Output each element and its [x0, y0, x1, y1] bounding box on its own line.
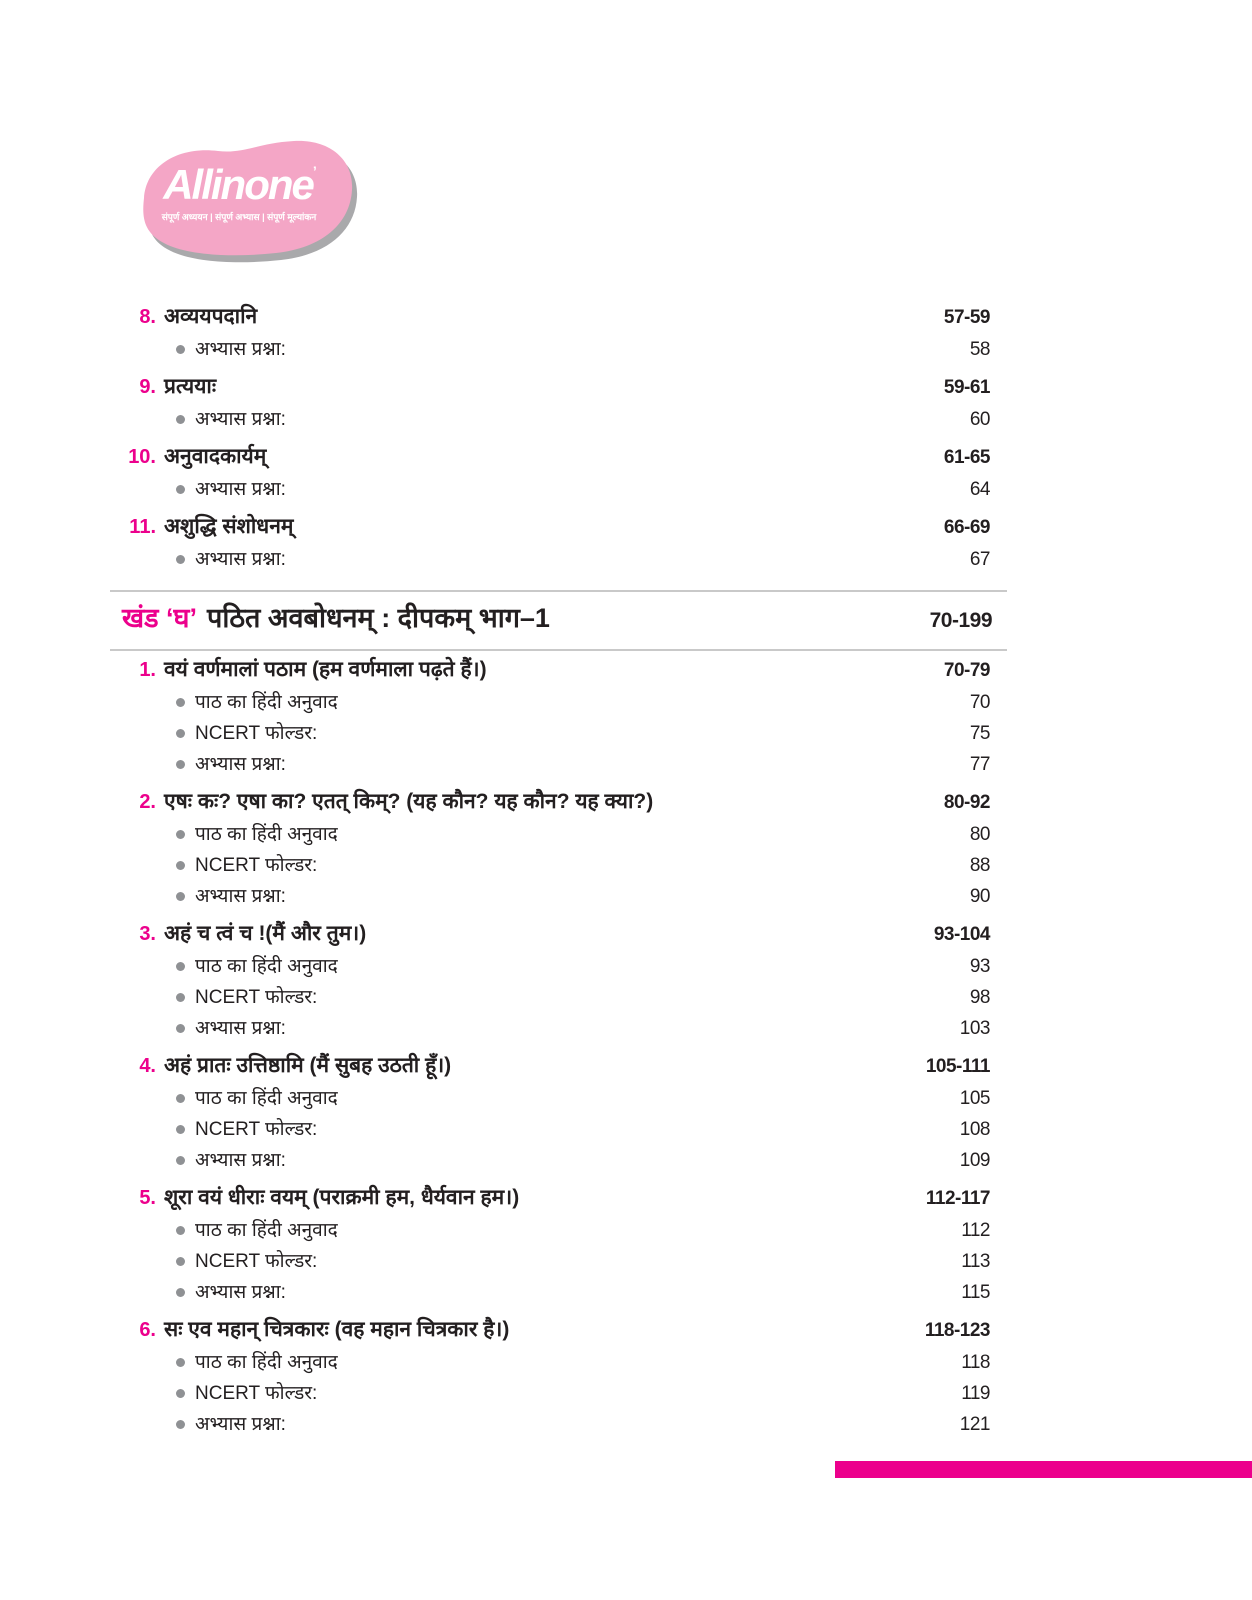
bullet-icon — [176, 993, 185, 1002]
brand-one: one — [244, 161, 313, 208]
chapter-page-range: 61-65 — [943, 447, 990, 468]
bullet-icon — [176, 760, 185, 769]
sub-item-page: 121 — [959, 1414, 990, 1435]
sub-item-page: 77 — [969, 754, 990, 775]
toc-chapter-row — [122, 440, 990, 474]
chapter-page-range: 118-123 — [924, 1320, 990, 1341]
toc-chapter — [122, 1049, 990, 1176]
toc-list-grammar — [122, 300, 990, 575]
section-header — [110, 590, 1007, 651]
toc-sub-row — [122, 1277, 990, 1308]
chapter-page-range: 70-79 — [943, 660, 990, 681]
sub-item-page: 64 — [969, 479, 990, 500]
toc-sub-row — [122, 718, 990, 749]
bullet-icon — [176, 1420, 185, 1429]
sub-item-label: अभ्यास प्रश्ना: — [195, 479, 286, 500]
sub-item-label: NCERT फोल्डर: — [195, 987, 318, 1008]
chapter-number: 5. — [139, 1187, 156, 1209]
sub-item-page: 108 — [959, 1119, 990, 1140]
sub-item-label: अभ्यास प्रश्ना: — [195, 886, 286, 907]
sub-item-label: NCERT फोल्डर: — [195, 1383, 318, 1404]
bullet-icon — [176, 1288, 185, 1297]
chapter-page-range: 93-104 — [933, 924, 990, 945]
allinone-logo — [126, 136, 362, 266]
toc-sub-row — [122, 1083, 990, 1114]
chapter-title: वयं वर्णमालां पठाम (हम वर्णमाला पढ़ते हैं।) — [164, 658, 487, 681]
toc-chapter-row — [122, 1181, 990, 1215]
sub-item-page: 75 — [969, 723, 990, 744]
toc-sub-row — [122, 1013, 990, 1044]
toc-chapter — [122, 440, 990, 505]
sub-item-page: 70 — [969, 692, 990, 713]
chapter-title: अव्ययपदानि — [164, 305, 258, 328]
footer-accent-bar — [835, 1461, 1252, 1478]
bullet-icon — [176, 345, 185, 354]
sub-item-page: 80 — [969, 824, 990, 845]
bullet-icon — [176, 698, 185, 707]
bullet-icon — [176, 830, 185, 839]
toc-sub-row — [122, 404, 990, 435]
toc-sub-row — [122, 749, 990, 780]
sub-item-page: 60 — [969, 409, 990, 430]
logo-tagline: संपूर्ण अध्ययन | संपूर्ण अभ्यास | संपूर्ण मूल्यांकन — [161, 212, 317, 222]
section-page-range: 70-199 — [929, 609, 992, 632]
chapter-title: प्रत्ययाः — [164, 375, 217, 398]
bullet-icon — [176, 415, 185, 424]
bullet-icon — [176, 962, 185, 971]
chapter-number: 9. — [139, 376, 156, 398]
sub-item-label: अभ्यास प्रश्ना: — [195, 1282, 286, 1303]
toc-sub-row — [122, 474, 990, 505]
sub-item-label: NCERT फोल्डर: — [195, 723, 318, 744]
sub-item-page: 58 — [969, 339, 990, 360]
bullet-icon — [176, 1358, 185, 1367]
toc-chapter-row — [122, 510, 990, 544]
toc-sub-row — [122, 544, 990, 575]
sub-item-page: 90 — [969, 886, 990, 907]
chapter-page-range: 57-59 — [943, 307, 990, 328]
bullet-icon — [176, 1156, 185, 1165]
sub-item-label: अभ्यास प्रश्ना: — [195, 1150, 286, 1171]
toc-chapter-row — [122, 653, 990, 687]
sub-item-label: अभ्यास प्रश्ना: — [195, 754, 286, 775]
toc-sub-row — [122, 881, 990, 912]
toc-chapter — [122, 1313, 990, 1440]
sub-item-page: 112 — [961, 1220, 990, 1241]
chapter-page-range: 112-117 — [925, 1188, 990, 1209]
toc-chapter — [122, 300, 990, 365]
chapter-number: 1. — [139, 659, 156, 681]
logo-text — [126, 161, 352, 222]
sub-item-page: 103 — [959, 1018, 990, 1039]
toc-sub-row — [122, 334, 990, 365]
chapter-number: 6. — [139, 1319, 156, 1341]
bullet-icon — [176, 729, 185, 738]
sub-item-label: अभ्यास प्रश्ना: — [195, 1018, 286, 1039]
toc-chapter — [122, 370, 990, 435]
toc-sub-row — [122, 1215, 990, 1246]
toc-chapter — [122, 917, 990, 1044]
chapter-title: सः एव महान् चित्रकारः (वह महान चित्रकार है।) — [164, 1318, 510, 1341]
toc-sub-row — [122, 1347, 990, 1378]
bullet-icon — [176, 1094, 185, 1103]
chapter-title: अनुवादकार्यम् — [164, 445, 267, 468]
section-title: पठित अवबोधनम् : दीपकम् भाग–1 — [207, 603, 550, 633]
brand-in: in — [210, 161, 245, 208]
sub-item-page: 119 — [961, 1383, 990, 1404]
bullet-icon — [176, 485, 185, 494]
toc-chapter — [122, 785, 990, 912]
sub-item-label: अभ्यास प्रश्ना: — [195, 549, 286, 570]
bullet-icon — [176, 555, 185, 564]
sub-item-page: 109 — [959, 1150, 990, 1171]
chapter-number: 3. — [139, 923, 156, 945]
chapter-page-range: 105-111 — [925, 1056, 990, 1077]
toc-sub-row — [122, 1114, 990, 1145]
toc-content — [122, 300, 990, 1445]
toc-list-chapters — [122, 653, 990, 1440]
toc-chapter — [122, 653, 990, 780]
chapter-title: शूरा वयं धीराः वयम् (पराक्रमी हम, धैर्यवान हम।) — [164, 1186, 520, 1209]
sub-item-label: पाठ का हिंदी अनुवाद — [195, 1220, 338, 1241]
sub-item-page: 105 — [959, 1088, 990, 1109]
toc-sub-row — [122, 819, 990, 850]
chapter-title: एषः कः? एषा का? एतत् किम्? (यह कौन? यह कौन? यह क्या?) — [164, 790, 654, 813]
sub-item-label: पाठ का हिंदी अनुवाद — [195, 1088, 338, 1109]
toc-chapter-row — [122, 1049, 990, 1083]
chapter-number: 4. — [139, 1055, 156, 1077]
chapter-number: 10. — [128, 446, 156, 468]
sub-item-label: पाठ का हिंदी अनुवाद — [195, 956, 338, 977]
toc-chapter-row — [122, 370, 990, 404]
sub-item-label: अभ्यास प्रश्ना: — [195, 339, 286, 360]
sub-item-label: पाठ का हिंदी अनुवाद — [195, 692, 338, 713]
toc-chapter-row — [122, 300, 990, 334]
bullet-icon — [176, 1257, 185, 1266]
sub-item-label: NCERT फोल्डर: — [195, 1119, 318, 1140]
bullet-icon — [176, 1125, 185, 1134]
sub-item-page: 88 — [969, 855, 990, 876]
toc-sub-row — [122, 850, 990, 881]
sub-item-label: NCERT फोल्डर: — [195, 1251, 318, 1272]
toc-sub-row — [122, 1246, 990, 1277]
section-khand-label: खंड ‘घ’ — [122, 603, 197, 633]
sub-item-label: NCERT फोल्डर: — [195, 855, 318, 876]
toc-sub-row — [122, 1145, 990, 1176]
chapter-number: 11. — [129, 516, 156, 538]
chapter-page-range: 66-69 — [943, 517, 990, 538]
chapter-page-range: 59-61 — [943, 377, 990, 398]
bullet-icon — [176, 1226, 185, 1235]
brand-trademark: ’ — [312, 163, 315, 179]
sub-item-page: 115 — [961, 1282, 990, 1303]
sub-item-label: अभ्यास प्रश्ना: — [195, 409, 286, 430]
chapter-page-range: 80-92 — [943, 792, 990, 813]
chapter-number: 2. — [139, 791, 156, 813]
toc-sub-row — [122, 687, 990, 718]
chapter-number: 8. — [139, 306, 156, 328]
bullet-icon — [176, 1024, 185, 1033]
brand-all: All — [163, 161, 211, 208]
chapter-title: अहं प्रातः उत्तिष्ठामि (मैं सुबह उठती हूँ।) — [164, 1054, 452, 1077]
sub-item-page: 113 — [961, 1251, 990, 1272]
sub-item-page: 67 — [969, 549, 990, 570]
toc-chapter — [122, 1181, 990, 1308]
toc-sub-row — [122, 1378, 990, 1409]
toc-sub-row — [122, 1409, 990, 1440]
sub-item-label: पाठ का हिंदी अनुवाद — [195, 1352, 338, 1373]
brand-wordmark — [126, 161, 352, 208]
sub-item-label: पाठ का हिंदी अनुवाद — [195, 824, 338, 845]
bullet-icon — [176, 892, 185, 901]
toc-sub-row — [122, 982, 990, 1013]
bullet-icon — [176, 861, 185, 870]
toc-chapter-row — [122, 1313, 990, 1347]
chapter-title: अशुद्धि संशोधनम् — [164, 515, 294, 538]
toc-chapter-row — [122, 917, 990, 951]
toc-chapter-row — [122, 785, 990, 819]
sub-item-page: 98 — [969, 987, 990, 1008]
sub-item-page: 93 — [969, 956, 990, 977]
chapter-title: अहं च त्वं च !(मैं और तुम।) — [164, 922, 367, 945]
toc-sub-row — [122, 951, 990, 982]
toc-chapter — [122, 510, 990, 575]
sub-item-page: 118 — [961, 1352, 990, 1373]
sub-item-label: अभ्यास प्रश्ना: — [195, 1414, 286, 1435]
bullet-icon — [176, 1389, 185, 1398]
